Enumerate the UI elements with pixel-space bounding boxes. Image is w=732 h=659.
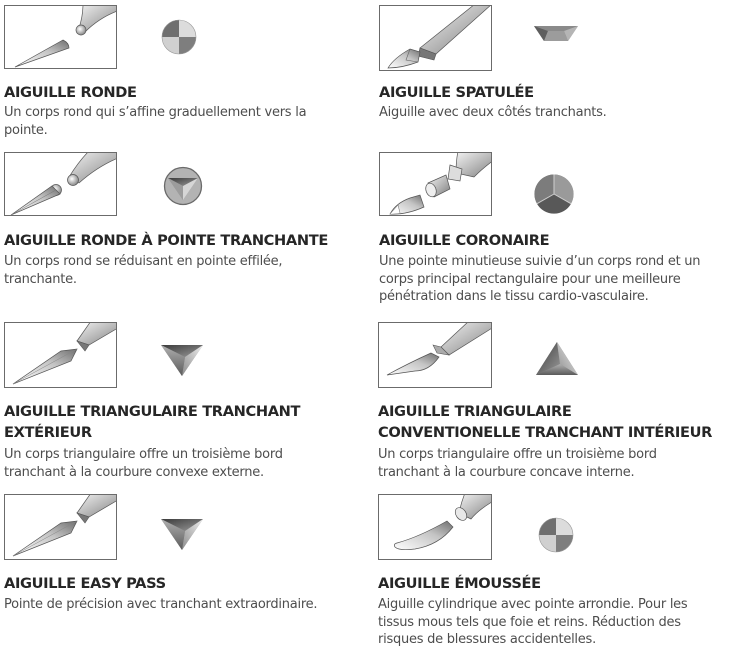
reverse-cutting-needle-tip-icon [4, 322, 117, 388]
needle-card-ronde-pointe-tranchante [4, 152, 364, 302]
needle-card-coronaire [379, 152, 732, 312]
triangle-up-cross-section-icon [536, 342, 578, 376]
taper-cut-cross-section-icon [163, 166, 203, 206]
coronary-cross-section-icon [534, 174, 574, 214]
needle-title: AIGUILLE RONDE À POINTE TRANCHANTE [4, 232, 328, 249]
needle-card-easy-pass [4, 494, 364, 614]
needle-card-spatulee [379, 5, 732, 145]
spatula-cross-section-icon [534, 25, 578, 43]
round-needle-tip-icon [4, 5, 117, 69]
needle-description: Un corps rond qui s’affine graduellement vers la pointe. [4, 105, 307, 138]
needle-card-ronde [4, 5, 364, 145]
needle-title: AIGUILLE RONDE [4, 84, 137, 101]
round-cross-section-icon [161, 19, 197, 55]
needle-title: AIGUILLE CORONAIRE [379, 232, 550, 249]
needle-description: Une pointe minutieuse suivie d’un corps rond et un corps principal rectangulaire pour une meilleure pénétration dans le tissu cardio-vasculaire. [379, 254, 701, 304]
needle-description: Un corps triangulaire offre un troisième bord tranchant à la courbure convexe externe. [4, 447, 283, 480]
needle-description: Aiguille cylindrique avec pointe arrondie. Pour les tissus mous tels que foie et reins. Réduction des risques de blessures accidentelles. [378, 597, 688, 647]
needle-title-line-2: CONVENTIONELLE TRANCHANT INTÉRIEUR [378, 424, 712, 441]
spatula-needle-tip-icon [379, 5, 492, 71]
needle-description: Un corps rond se réduisant en pointe effilée, tranchante. [4, 254, 283, 287]
needle-title: AIGUILLE SPATULÉE [379, 84, 534, 101]
needle-title: AIGUILLE EASY PASS [4, 575, 166, 592]
needle-description: Un corps triangulaire offre un troisième bord tranchant à la courbure concave interne. [378, 447, 657, 480]
coronary-needle-tip-icon [379, 152, 492, 216]
easy-pass-needle-tip-icon [4, 494, 117, 560]
blunt-cross-section-icon [538, 517, 574, 553]
blunt-needle-tip-icon [378, 494, 492, 560]
triangle-down-cross-section-icon [161, 519, 203, 551]
needle-description: Aiguille avec deux côtés tranchants. [379, 105, 607, 120]
needle-card-emoussee [378, 494, 732, 659]
triangle-down-cross-section-icon [161, 345, 203, 377]
needle-card-triangulaire-exterieur [4, 322, 364, 487]
needle-title-line-1: AIGUILLE TRIANGULAIRE [378, 403, 572, 420]
needle-title: AIGUILLE ÉMOUSSÉE [378, 575, 541, 592]
needle-title [378, 401, 712, 443]
needle-description: Pointe de précision avec tranchant extraordinaire. [4, 597, 318, 612]
needle-card-triangulaire-interieur [378, 322, 732, 487]
conventional-cutting-needle-tip-icon [378, 322, 492, 388]
taper-cut-needle-tip-icon [4, 152, 117, 216]
needle-title-line-1: AIGUILLE TRIANGULAIRE TRANCHANT [4, 403, 301, 420]
needle-title [4, 401, 300, 443]
needle-title-line-2: EXTÉRIEUR [4, 424, 92, 441]
